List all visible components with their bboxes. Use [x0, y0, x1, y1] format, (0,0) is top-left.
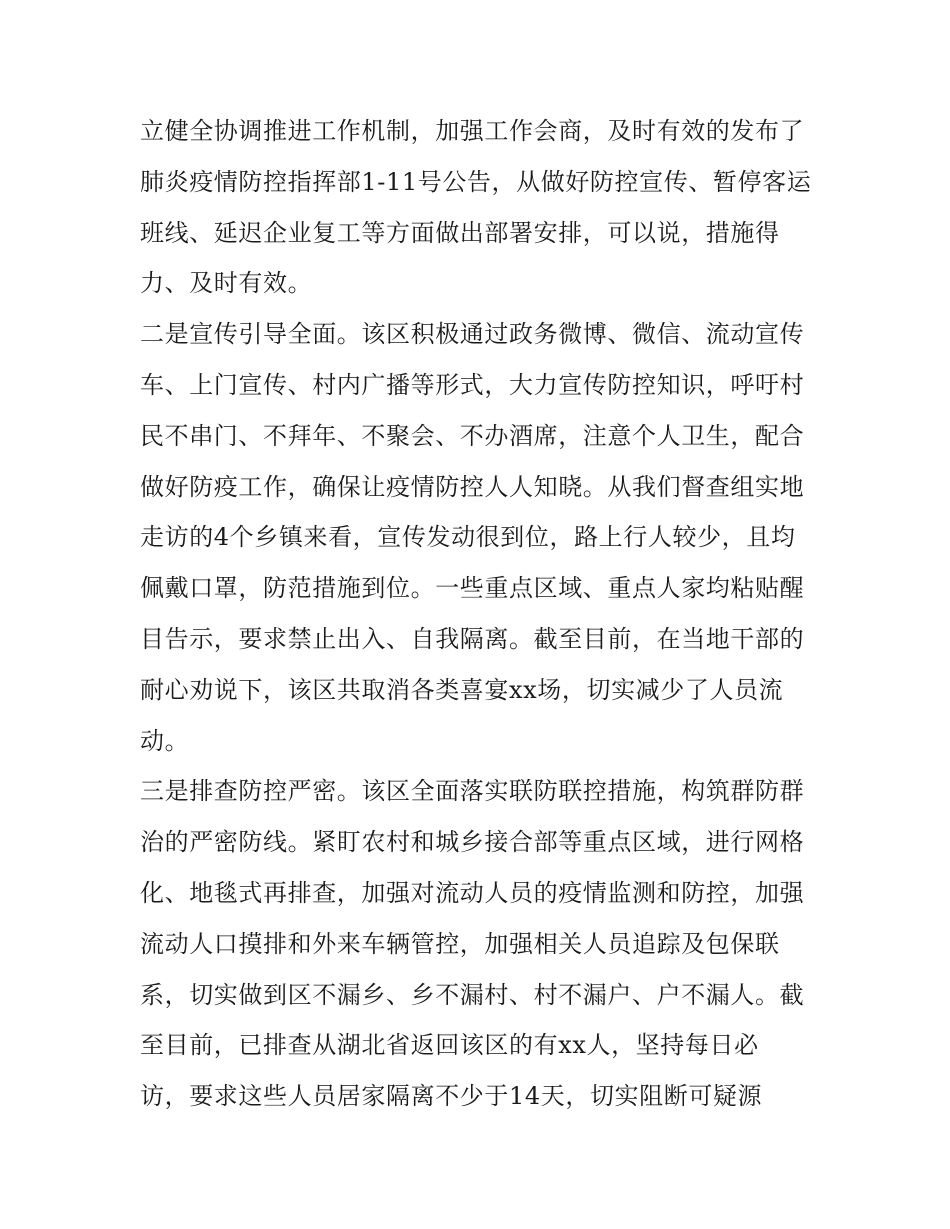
text-line: 至目前，已排查从湖北省返回该区的有xx人，坚持每日必 — [140, 1031, 759, 1060]
text-line: 系，切实做到区不漏乡、乡不漏村、村不漏户、户不漏人。截 — [140, 980, 805, 1009]
text-line: 力、及时有效。 — [140, 269, 313, 298]
text-line: 二是宣传引导全面。该区积极通过政务微博、微信、流动宣传 — [140, 320, 805, 349]
document-body — [140, 106, 830, 1122]
text-line: 治的严密防线。紧盯农村和城乡接合部等重点区域，进行网格 — [140, 828, 805, 857]
text-line: 耐心劝说下，该区共取消各类喜宴xx场，切实减少了人员流 — [140, 675, 784, 704]
text-line: 班线、延迟企业复工等方面做出部署安排，可以说，措施得 — [140, 218, 780, 247]
text-line: 流动人口摸排和外来车辆管控，加强相关人员追踪及包保联 — [140, 929, 780, 958]
text-line: 车、上门宣传、村内广播等形式，大力宣传防控知识，呼吁村 — [140, 370, 805, 399]
text-line: 佩戴口罩，防范措施到位。一些重点区域、重点人家均粘贴醒 — [140, 574, 805, 603]
text-line: 三是排查防控严密。该区全面落实联防联控措施，构筑群防群 — [140, 777, 805, 806]
text-line: 走访的4个乡镇来看，宣传发动很到位，路上行人较少，且均 — [140, 523, 796, 552]
text-line: 化、地毯式再排查，加强对流动人员的疫情监测和防控，加强 — [140, 878, 805, 907]
text-line: 做好防疫工作，确保让疫情防控人人知晓。从我们督查组实地 — [140, 472, 805, 501]
text-line: 肺炎疫情防控指挥部1-11号公告，从做好防控宣传、暂停客运 — [140, 167, 812, 196]
text-line: 目告示，要求禁止出入、自我隔离。截至目前，在当地干部的 — [140, 624, 805, 653]
text-line: 民不串门、不拜年、不聚会、不办酒席，注意个人卫生，配合 — [140, 421, 805, 450]
text-line: 立健全协调推进工作机制，加强工作会商，及时有效的发布了 — [140, 117, 805, 145]
text-line: 动。 — [140, 726, 190, 755]
text-line: 访，要求这些人员居家隔离不少于14天，切实阻断可疑源 — [140, 1082, 763, 1111]
